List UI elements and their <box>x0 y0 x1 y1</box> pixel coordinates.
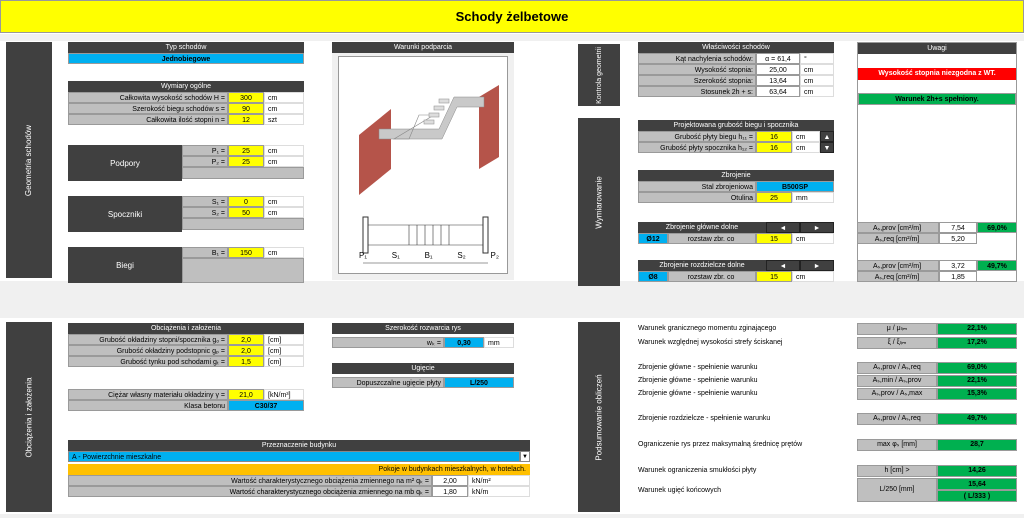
summary-label: Zbrojenie rozdzielcze - spełnienie warunku <box>638 415 771 422</box>
summary-label: Warunek ograniczenia smukłości płyty <box>638 467 757 474</box>
riser-input[interactable]: 2,0 <box>228 345 264 356</box>
b1-input[interactable]: 150 <box>228 247 264 258</box>
section-loads: Obciążenia i założenia <box>6 322 52 512</box>
spin-down-icon[interactable]: ▼ <box>820 142 834 153</box>
summary-value: 22,1% <box>937 375 1017 387</box>
plaster-input[interactable]: 1,5 <box>228 356 264 367</box>
section-control: Kontrola geometrii <box>578 44 620 106</box>
props-box: Właściwości schodów Kąt nachylenia schodów: α = 61,4 ° Wysokość stopnia: 25,00 cm Szerokość stopnia: 13,64 cm Stosunek 2h + s: 63,64 cm <box>638 42 834 97</box>
stair-illustration <box>339 57 509 275</box>
p2-input[interactable]: 25 <box>228 156 264 167</box>
crack-box: Szerokość rozwarcia rys wₖ = 0,30 mm <box>332 323 514 348</box>
main-reinf-box: Zbrojenie główne dolne ◄ ► Ø12 rozstaw zbr. co 15 cm <box>638 222 834 244</box>
purpose-box: Przeznaczenie budynku A - Powierzchnie mieszkalne ▼ Pokoje w budynkach mieszkalnych, w hotelach. Wartość charakterystycznego obciążenia zmiennego na m² qₖ = 2,00 kN/m² Wartość charakterystycznego obciążenia zmiennego na mb qₖ = 1,80 kN/m <box>68 440 530 497</box>
spin-up-icon[interactable]: ▲ <box>820 131 834 142</box>
support-diagram: P₁ S₁ B₁ S₂ P₂ <box>338 56 508 274</box>
summary-value: 69,0% <box>937 362 1017 374</box>
s2-input[interactable]: 50 <box>228 207 264 218</box>
thickness-box: Projektowana grubość biegu i spocznika Grubość płyty biegu h₁₁ = 16 cm ▲ Grubość płyty spocznika h₁₂ = 16 cm ▼ <box>638 120 834 153</box>
stair-type-select[interactable]: Jednobiegowe <box>68 53 304 64</box>
summary-value: 17,2% <box>937 337 1017 349</box>
steps-input[interactable]: 12 <box>228 114 264 125</box>
width-input[interactable]: 90 <box>228 103 264 114</box>
summary-symbol: μ / μₗᵢₘ <box>857 323 937 335</box>
reinforcement-box: Zbrojenie Stal zbrojeniowa B500SP Otulina 25 mm <box>638 170 834 203</box>
main-spacing-input[interactable]: 15 <box>756 233 792 244</box>
summary-symbol: max φₛ [mm] <box>857 439 937 451</box>
summary-label: Zbrojenie główne - spełnienie warunku <box>638 364 758 371</box>
summary-symbol: Aₛ,prov / Aₛ,req <box>857 362 937 374</box>
loads-box: Obciążenia i założenia Grubość okładziny stopni/spocznika gₒ = 2,0 [cm] Grubość okładziny podstopnic gₚ = 2,0 [cm] Grubość tynku pod schodami gₜ = 1,5 [cm] <box>68 323 304 367</box>
summary-symbol: ξ / ξₗᵢₘ <box>857 337 937 349</box>
height-input[interactable]: 300 <box>228 92 264 103</box>
section-geometry: Geometria schodów <box>6 42 52 278</box>
s1-input[interactable]: 0 <box>228 196 264 207</box>
flights-box: Biegi B₁ = 150 cm <box>68 247 304 283</box>
weight-input[interactable]: 21,0 <box>228 389 264 400</box>
main-next-button[interactable]: ► <box>800 222 834 233</box>
crack-width-select[interactable]: 0,30 <box>444 337 484 348</box>
deflection-summary-value: 15,64 <box>937 478 1017 490</box>
main-prev-button[interactable]: ◄ <box>766 222 800 233</box>
stair-type-box: Typ schodów Jednobiegowe <box>68 42 304 64</box>
summary-label: Warunek względnej wysokości strefy ściskanej <box>638 339 783 346</box>
notes-box: Uwagi Wysokość stopnia niezgodna z WT. Warunek 2h+s spełniony. <box>857 42 1017 282</box>
deflection-box: Ugięcie Dopuszczalne ugięcie płyty L/250 <box>332 363 514 388</box>
deflection-summary-symbol: L/250 [mm] <box>857 478 937 502</box>
qk-area-value: 2,00 <box>432 475 468 486</box>
summary-value: 28,7 <box>937 439 1017 451</box>
summary-label: Zbrojenie główne - spełnienie warunku <box>638 377 758 384</box>
landings-box: Spoczniki S₁ = 0 cm S₂ = 50 cm <box>68 196 304 232</box>
cover-input[interactable]: 25 <box>756 192 792 203</box>
dist-prev-button[interactable]: ◄ <box>766 260 800 271</box>
dims-box: Wymiary ogólne Całkowita wysokość schodów H = 300 cm Szerokość biegu schodów s = 90 cm Całkowita ilość stopni n = 12 szt <box>68 81 304 125</box>
summary-value: 14,26 <box>937 465 1017 477</box>
cladding-input[interactable]: 2,0 <box>228 334 264 345</box>
landing-thickness-input[interactable]: 16 <box>756 142 792 153</box>
note-ok: Warunek 2h+s spełniony. <box>858 93 1016 105</box>
summary-symbol: Aₛ,min / Aₛ,prov <box>857 375 937 387</box>
main-bar-select[interactable]: Ø12 <box>638 233 668 244</box>
page-title: Schody żelbetowe <box>0 0 1024 33</box>
dist-bar-select[interactable]: Ø8 <box>638 271 668 282</box>
summary-value: 49,7% <box>937 413 1017 425</box>
main-reinf-result: Aₛ,prov [cm²/m] 7,54 69,0% Aₛ,req [cm²/m] 5,20 <box>857 222 1017 244</box>
concrete-select[interactable]: C30/37 <box>228 400 304 411</box>
summary-label: Warunek granicznego momentu zginającego <box>638 325 777 332</box>
note-error: Wysokość stopnia niezgodna z WT. <box>858 68 1016 80</box>
summary-symbol: Aₛ,prov / Aₛ,req <box>857 413 937 425</box>
summary-value: 22,1% <box>937 323 1017 335</box>
p1-input[interactable]: 25 <box>228 145 264 156</box>
deflection-summary-label: Warunek ugięć końcowych <box>638 487 722 494</box>
summary-symbol: h [cm] > <box>857 465 937 477</box>
summary-value: 15,3% <box>937 388 1017 400</box>
deflection-summary-ratio: ( L/333 ) <box>937 490 1017 502</box>
section-design: Wymiarowanie <box>578 118 620 286</box>
summary-symbol: Aₛ,prov / Aₛ,max <box>857 388 937 400</box>
dist-spacing-input[interactable]: 15 <box>756 271 792 282</box>
flight-thickness-input[interactable]: 16 <box>756 131 792 142</box>
summary-label: Zbrojenie główne - spełnienie warunku <box>638 390 758 397</box>
steel-select[interactable]: B500SP <box>756 181 834 192</box>
qk-line-value: 1,80 <box>432 486 468 497</box>
supports-box: Podpory P₁ = 25 cm P₂ = 25 cm <box>68 145 304 181</box>
section-summary: Podsumowanie obliczeń <box>578 322 620 512</box>
purpose-select[interactable]: A - Powierzchnie mieszkalne <box>68 451 520 462</box>
dist-reinf-result: Aₛ,prov [cm²/m] 3,72 49,7% Aₛ,req [cm²/m] 1,85 <box>857 260 1017 282</box>
chevron-down-icon[interactable]: ▼ <box>520 451 530 462</box>
summary-label: Ograniczenie rys przez maksymalną średnicę prętów <box>638 441 803 448</box>
deflection-select[interactable]: L/250 <box>444 377 514 388</box>
material-box: Ciężar własny materiału okładziny γ = 21,0 [kN/m³] Klasa betonu C30/37 <box>68 389 304 411</box>
support-panel: Warunki podparcia P₁ S₁ B₁ S₂ P₂ <box>332 42 514 280</box>
dist-reinf-box: Zbrojenie rozdzielcze dolne ◄ ► Ø8 rozstaw zbr. co 15 cm <box>638 260 834 282</box>
dist-next-button[interactable]: ► <box>800 260 834 271</box>
